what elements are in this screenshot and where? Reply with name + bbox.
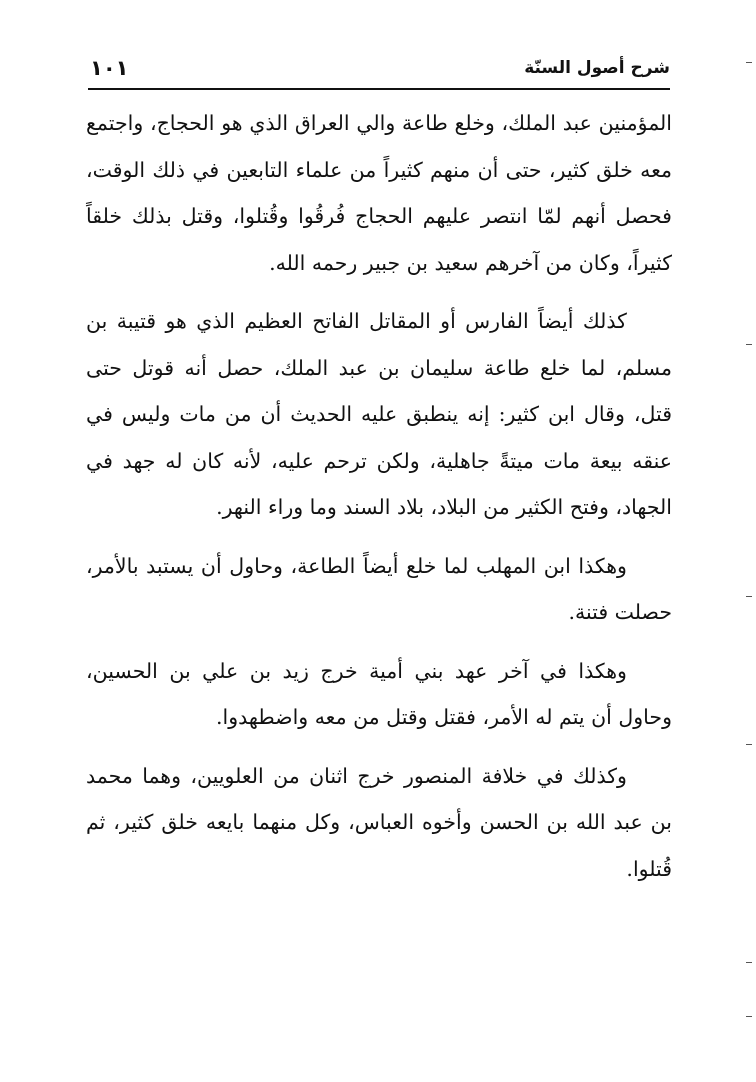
scan-edge-mark [746, 744, 752, 745]
scan-edge-mark [746, 1016, 752, 1017]
paragraph-5: وكذلك في خلافة المنصور خرج اثنان من العلويين، وهما محمد بن عبد الله بن الحسن وأخوه العباس، وكل منهما بايعه خلق كثير، ثم قُتلوا. [86, 763, 672, 881]
paragraph-4: وهكذا في آخر عهد بني أمية خرج زيد بن علي بن الحسين، وحاول أن يتم له الأمر، فقتل وقتل من معه واضطهدوا. [86, 658, 672, 729]
running-title: شرح أصول السنّة [524, 58, 670, 78]
page-body [86, 100, 672, 904]
paragraph-2: كذلك أيضاً الفارس أو المقاتل الفاتح العظيم الذي هو قتيبة بن مسلم، لما خلع طاعة سليمان بن عبد الملك، حصل أنه قوتل حتى قتل، وقال ابن كثير: إنه ينطبق عليه الحديث أن من مات وليس في عنقه بيعة مات ميتةً جاهلية، ولكن ترحم عليه، لأنه كان له جهد في الجهاد، وفتح الكثير من البلاد، بلاد السند وما وراء النهر. [86, 309, 672, 519]
scan-edge-mark [746, 596, 752, 597]
page-number: ١٠١ [90, 56, 129, 80]
paragraph-3: وهكذا ابن المهلب لما خلع أيضاً الطاعة، وحاول أن يستبد بالأمر، حصلت فتنة. [86, 553, 672, 624]
paragraph-1: المؤمنين عبد الملك، وخلع طاعة والي العراق الذي هو الحجاج، واجتمع معه خلق كثير، حتى أن منهم كثيراً من علماء التابعين في ذلك الوقت، فحصل أنهم لمّا انتصر عليهم الحجاج فُرقُوا وقُتلوا، وقتل بذلك خلقاً كثيراً، وكان من آخرهم سعيد بن جبير رحمه الله. [86, 111, 672, 275]
scan-edge-mark [746, 344, 752, 345]
scan-edge-mark [746, 62, 752, 63]
scan-edge-mark [746, 962, 752, 963]
page-header [88, 54, 670, 90]
